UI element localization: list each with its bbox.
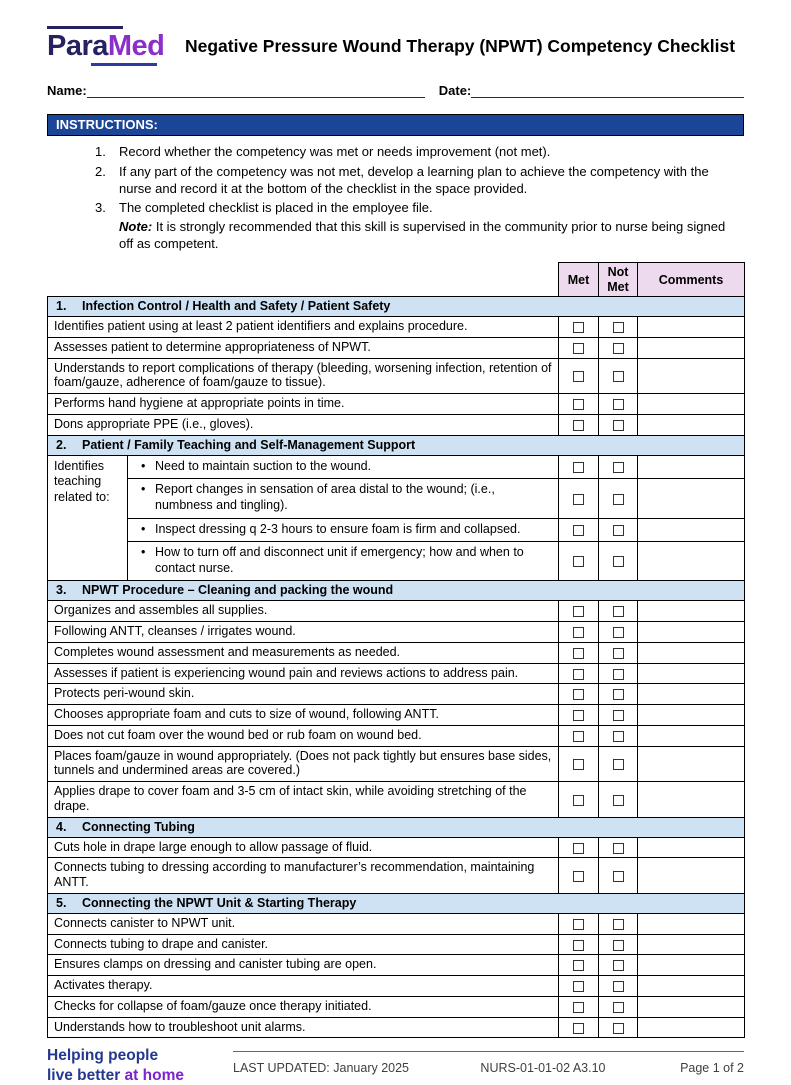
checkbox-cell bbox=[559, 837, 599, 858]
tagline-line1: Helping people bbox=[47, 1047, 159, 1065]
checkbox-cell bbox=[599, 746, 638, 782]
met-checkbox[interactable] bbox=[573, 648, 584, 659]
checkbox-cell bbox=[599, 837, 638, 858]
met-checkbox[interactable] bbox=[573, 322, 584, 333]
met-checkbox[interactable] bbox=[573, 1002, 584, 1013]
not-met-checkbox[interactable] bbox=[613, 1002, 624, 1013]
tagline-line2-navy: live better bbox=[47, 1066, 121, 1084]
not-met-checkbox[interactable] bbox=[613, 731, 624, 742]
comments-cell[interactable] bbox=[638, 414, 745, 435]
bullet-item-cell bbox=[128, 542, 559, 581]
checkbox-cell bbox=[599, 913, 638, 934]
not-met-checkbox[interactable] bbox=[613, 795, 624, 806]
paramed-logo bbox=[47, 26, 165, 66]
checklist-item-text: Understands to report complications of therapy (bleeding, worsening infection, retention of foam/gauze, adherence of foam/gauze to tissue). bbox=[48, 358, 559, 394]
instruction-item bbox=[95, 163, 736, 197]
checklist-item-text: Need to maintain suction to the wound. bbox=[155, 458, 372, 473]
not-met-checkbox[interactable] bbox=[613, 960, 624, 971]
table-row bbox=[48, 394, 745, 415]
instructions-list bbox=[47, 136, 744, 252]
table-header-row bbox=[48, 263, 745, 297]
checkbox-cell bbox=[559, 414, 599, 435]
note-text: It is strongly recommended that this skill is supervised in the community prior to nurse being signed off as competent. bbox=[119, 219, 726, 252]
checklist-item-text: Connects tubing to dressing according to manufacturer’s recommendation, maintaining ANTT. bbox=[48, 858, 559, 894]
tagline bbox=[47, 1046, 217, 1085]
checklist-item-text: Organizes and assembles all supplies. bbox=[48, 601, 559, 622]
table-row bbox=[48, 858, 745, 894]
comments-cell[interactable] bbox=[638, 684, 745, 705]
checkbox-cell bbox=[559, 455, 599, 479]
met-checkbox[interactable] bbox=[573, 494, 584, 505]
checkbox-cell bbox=[599, 934, 638, 955]
table-row bbox=[48, 684, 745, 705]
instruction-text: Record whether the competency was met or needs improvement (not met). bbox=[119, 144, 551, 160]
comments-cell[interactable] bbox=[638, 601, 745, 622]
table-row bbox=[48, 1017, 745, 1038]
checklist-table-body bbox=[48, 263, 745, 1038]
not-met-checkbox[interactable] bbox=[613, 525, 624, 536]
document-header bbox=[47, 26, 744, 66]
instruction-item bbox=[95, 143, 736, 160]
checkbox-cell bbox=[559, 976, 599, 997]
instruction-item bbox=[95, 199, 736, 216]
checkbox-cell bbox=[599, 663, 638, 684]
checklist-item-text: Checks for collapse of foam/gauze once therapy initiated. bbox=[48, 996, 559, 1017]
not-met-checkbox[interactable] bbox=[613, 689, 624, 700]
comments-cell[interactable] bbox=[638, 913, 745, 934]
comments-cell[interactable] bbox=[638, 837, 745, 858]
checkbox-cell bbox=[559, 1017, 599, 1038]
tagline-line2-purple: at home bbox=[120, 1066, 184, 1084]
checkbox-cell bbox=[599, 622, 638, 643]
checkbox-cell bbox=[599, 601, 638, 622]
met-checkbox[interactable] bbox=[573, 731, 584, 742]
section-header-cell bbox=[48, 893, 745, 913]
checkbox-cell bbox=[599, 518, 638, 542]
checklist-item-text: Inspect dressing q 2-3 hours to ensure foam is firm and collapsed. bbox=[155, 521, 521, 536]
checkbox-cell bbox=[559, 317, 599, 338]
checkbox-cell bbox=[559, 479, 599, 518]
instruction-number: 1. bbox=[95, 144, 106, 160]
table-row bbox=[48, 414, 745, 435]
met-checkbox[interactable] bbox=[573, 710, 584, 721]
not-met-column-header: Not Met bbox=[599, 263, 638, 297]
note-label: Note: bbox=[119, 219, 153, 235]
not-met-checkbox[interactable] bbox=[613, 627, 624, 638]
checklist-item-text: Performs hand hygiene at appropriate points in time. bbox=[48, 394, 559, 415]
section-header-row bbox=[48, 297, 745, 317]
met-checkbox[interactable] bbox=[573, 689, 584, 700]
not-met-checkbox[interactable] bbox=[613, 669, 624, 680]
checklist-item-text: Places foam/gauze in wound appropriately. (Does not pack tightly but ensures base sides, tunnels and undermined areas are covered.) bbox=[48, 746, 559, 782]
checkbox-cell bbox=[559, 955, 599, 976]
not-met-checkbox[interactable] bbox=[613, 648, 624, 659]
not-met-checkbox[interactable] bbox=[613, 343, 624, 354]
last-updated: LAST UPDATED: January 2025 bbox=[233, 1061, 410, 1076]
bullet-icon: • bbox=[141, 482, 146, 497]
met-checkbox[interactable] bbox=[573, 420, 584, 431]
section-header-row bbox=[48, 435, 745, 455]
section-header-cell bbox=[48, 817, 745, 837]
met-checkbox[interactable] bbox=[573, 399, 584, 410]
met-checkbox[interactable] bbox=[573, 462, 584, 473]
bullet-item-cell bbox=[128, 479, 559, 518]
checklist-item-text: Connects canister to NPWT unit. bbox=[48, 913, 559, 934]
checkbox-cell bbox=[559, 705, 599, 726]
not-met-checkbox[interactable] bbox=[613, 322, 624, 333]
comments-column-header: Comments bbox=[638, 263, 745, 297]
comments-cell[interactable] bbox=[638, 746, 745, 782]
comments-cell[interactable] bbox=[638, 622, 745, 643]
logo-wordmark bbox=[47, 30, 165, 62]
met-checkbox[interactable] bbox=[573, 371, 584, 382]
not-met-checkbox[interactable] bbox=[613, 371, 624, 382]
table-row bbox=[48, 976, 745, 997]
met-checkbox[interactable] bbox=[573, 795, 584, 806]
table-row bbox=[48, 955, 745, 976]
checkbox-cell bbox=[599, 455, 638, 479]
comments-cell[interactable] bbox=[638, 725, 745, 746]
checklist-item-text: Report changes in sensation of area distal to the wound; (i.e., numbness and tingling). bbox=[155, 482, 495, 512]
table-row bbox=[48, 725, 745, 746]
comments-cell[interactable] bbox=[638, 337, 745, 358]
checklist-item-text: Protects peri-wound skin. bbox=[48, 684, 559, 705]
met-checkbox[interactable] bbox=[573, 556, 584, 567]
checklist-item-text: Cuts hole in drape large enough to allow passage of fluid. bbox=[48, 837, 559, 858]
checklist-item-text: Following ANTT, cleanses / irrigates wound. bbox=[48, 622, 559, 643]
not-met-checkbox[interactable] bbox=[613, 981, 624, 992]
table-row bbox=[48, 837, 745, 858]
not-met-checkbox[interactable] bbox=[613, 556, 624, 567]
checklist-item-text: Completes wound assessment and measurements as needed. bbox=[48, 642, 559, 663]
met-checkbox[interactable] bbox=[573, 960, 584, 971]
table-row bbox=[48, 455, 745, 479]
section-title: Infection Control / Health and Safety / Patient Safety bbox=[82, 299, 391, 314]
checklist-item-text: Understands how to troubleshoot unit alarms. bbox=[48, 1017, 559, 1038]
table-row bbox=[48, 913, 745, 934]
comments-cell[interactable] bbox=[638, 479, 745, 518]
section-header-cell bbox=[48, 581, 745, 601]
not-met-checkbox[interactable] bbox=[613, 843, 624, 854]
checkbox-cell bbox=[599, 414, 638, 435]
not-met-checkbox[interactable] bbox=[613, 940, 624, 951]
checkbox-cell bbox=[559, 934, 599, 955]
checkbox-cell bbox=[599, 542, 638, 581]
date-input-line[interactable] bbox=[471, 81, 744, 98]
checkbox-cell bbox=[559, 858, 599, 894]
bullet-item-cell bbox=[128, 455, 559, 479]
checkbox-cell bbox=[559, 663, 599, 684]
checkbox-cell bbox=[599, 358, 638, 394]
date-label: Date: bbox=[438, 83, 472, 99]
comments-cell[interactable] bbox=[638, 955, 745, 976]
not-met-checkbox[interactable] bbox=[613, 919, 624, 930]
comments-cell[interactable] bbox=[638, 663, 745, 684]
name-label: Name: bbox=[47, 83, 87, 99]
met-checkbox[interactable] bbox=[573, 981, 584, 992]
checklist-item-text: Ensures clamps on dressing and canister tubing are open. bbox=[48, 955, 559, 976]
instructions-header: INSTRUCTIONS: bbox=[47, 114, 744, 136]
comments-cell[interactable] bbox=[638, 996, 745, 1017]
table-row bbox=[48, 601, 745, 622]
met-column-header: Met bbox=[559, 263, 599, 297]
table-row bbox=[48, 622, 745, 643]
checkbox-cell bbox=[559, 601, 599, 622]
table-row bbox=[48, 542, 745, 581]
checklist-item-text: Dons appropriate PPE (i.e., gloves). bbox=[48, 414, 559, 435]
section-title: Patient / Family Teaching and Self-Management Support bbox=[82, 437, 416, 452]
checkbox-cell bbox=[599, 955, 638, 976]
checkbox-cell bbox=[559, 358, 599, 394]
checkbox-cell bbox=[599, 1017, 638, 1038]
section-header-cell bbox=[48, 297, 745, 317]
checkbox-cell bbox=[599, 858, 638, 894]
page-title: Negative Pressure Wound Therapy (NPWT) Competency Checklist bbox=[185, 35, 736, 56]
met-checkbox[interactable] bbox=[573, 669, 584, 680]
competency-table bbox=[47, 262, 745, 1038]
comments-cell[interactable] bbox=[638, 858, 745, 894]
table-row bbox=[48, 663, 745, 684]
not-met-checkbox[interactable] bbox=[613, 871, 624, 882]
met-checkbox[interactable] bbox=[573, 919, 584, 930]
instruction-number: 3. bbox=[95, 199, 106, 215]
met-checkbox[interactable] bbox=[573, 343, 584, 354]
not-met-checkbox[interactable] bbox=[613, 420, 624, 431]
footer-text-row bbox=[233, 1061, 744, 1075]
met-checkbox[interactable] bbox=[573, 1023, 584, 1034]
table-row bbox=[48, 782, 745, 818]
not-met-checkbox[interactable] bbox=[613, 399, 624, 410]
table-row bbox=[48, 518, 745, 542]
bullet-icon: • bbox=[141, 521, 146, 536]
checkbox-cell bbox=[599, 782, 638, 818]
comments-cell[interactable] bbox=[638, 518, 745, 542]
checkbox-cell bbox=[599, 394, 638, 415]
instructions-note bbox=[119, 218, 736, 252]
checkbox-cell bbox=[559, 725, 599, 746]
comments-cell[interactable] bbox=[638, 705, 745, 726]
checklist-item-text: Chooses appropriate foam and cuts to size of wound, following ANTT. bbox=[48, 705, 559, 726]
section-number: 4. bbox=[56, 819, 67, 834]
checklist-item-text: Identifies patient using at least 2 patient identifiers and explains procedure. bbox=[48, 317, 559, 338]
comments-cell[interactable] bbox=[638, 976, 745, 997]
checkbox-cell bbox=[599, 684, 638, 705]
table-row bbox=[48, 358, 745, 394]
comments-cell[interactable] bbox=[638, 317, 745, 338]
table-row bbox=[48, 337, 745, 358]
bullet-icon: • bbox=[141, 458, 146, 473]
checklist-item-text: Does not cut foam over the wound bed or rub foam on wound bed. bbox=[48, 725, 559, 746]
checklist-item-text: How to turn off and disconnect unit if emergency; how and when to contact nurse. bbox=[155, 545, 524, 575]
checklist-item-text: Assesses if patient is experiencing wound pain and reviews actions to address pain. bbox=[48, 663, 559, 684]
checkbox-cell bbox=[559, 782, 599, 818]
table-row bbox=[48, 746, 745, 782]
section-number: 5. bbox=[56, 895, 67, 910]
checkbox-cell bbox=[599, 976, 638, 997]
logo-top-rule bbox=[47, 26, 123, 29]
comments-cell[interactable] bbox=[638, 782, 745, 818]
comments-cell[interactable] bbox=[638, 394, 745, 415]
table-row bbox=[48, 934, 745, 955]
checkbox-cell bbox=[599, 317, 638, 338]
checkbox-cell bbox=[599, 705, 638, 726]
section-title: Connecting the NPWT Unit & Starting Therapy bbox=[82, 895, 357, 910]
table-row bbox=[48, 642, 745, 663]
section-number: 1. bbox=[56, 299, 67, 314]
logo-text-para: Para bbox=[47, 30, 108, 62]
met-checkbox[interactable] bbox=[573, 525, 584, 536]
logo-text-med: Med bbox=[107, 30, 165, 62]
page-footer bbox=[47, 1046, 744, 1085]
checkbox-cell bbox=[559, 337, 599, 358]
checkbox-cell bbox=[599, 725, 638, 746]
bullet-item-cell bbox=[128, 518, 559, 542]
checkbox-cell bbox=[559, 518, 599, 542]
section-title: NPWT Procedure – Cleaning and packing the wound bbox=[82, 583, 394, 598]
not-met-checkbox[interactable] bbox=[613, 494, 624, 505]
checkbox-cell bbox=[559, 642, 599, 663]
not-met-checkbox[interactable] bbox=[613, 710, 624, 721]
table-row bbox=[48, 317, 745, 338]
comments-cell[interactable] bbox=[638, 358, 745, 394]
logo-bottom-rule bbox=[91, 63, 157, 66]
checklist-item-text: Applies drape to cover foam and 3-5 cm of intact skin, while avoiding stretching of the drape. bbox=[48, 782, 559, 818]
name-date-row bbox=[47, 81, 744, 98]
name-input-line[interactable] bbox=[87, 81, 425, 98]
section-title: Connecting Tubing bbox=[82, 819, 195, 834]
checkbox-cell bbox=[599, 996, 638, 1017]
checklist-item-text: Connects tubing to drape and canister. bbox=[48, 934, 559, 955]
checkbox-cell bbox=[559, 746, 599, 782]
checkbox-cell bbox=[599, 642, 638, 663]
section-number: 3. bbox=[56, 583, 67, 598]
footer-info bbox=[233, 1046, 744, 1075]
instruction-number: 2. bbox=[95, 163, 106, 179]
met-checkbox[interactable] bbox=[573, 627, 584, 638]
met-checkbox[interactable] bbox=[573, 759, 584, 770]
instruction-text: The completed checklist is placed in the employee file. bbox=[119, 199, 433, 215]
instruction-text: If any part of the competency was not met, develop a learning plan to achieve the competency with the nurse and record it at the bottom of the checklist in the space provided. bbox=[119, 163, 709, 196]
section-header-row bbox=[48, 817, 745, 837]
checkbox-cell bbox=[559, 394, 599, 415]
table-row bbox=[48, 996, 745, 1017]
page-number: Page 1 of 2 bbox=[680, 1061, 745, 1076]
header-spacer bbox=[48, 263, 559, 297]
bullet-icon: • bbox=[141, 545, 146, 560]
document-code: NURS-01-01-02 A3.10 bbox=[480, 1061, 606, 1076]
comments-cell[interactable] bbox=[638, 542, 745, 581]
comments-cell[interactable] bbox=[638, 1017, 745, 1038]
section-header-row bbox=[48, 893, 745, 913]
met-checkbox[interactable] bbox=[573, 871, 584, 882]
checkbox-cell bbox=[559, 913, 599, 934]
section-number: 2. bbox=[56, 437, 67, 452]
checkbox-cell bbox=[599, 479, 638, 518]
checkbox-cell bbox=[559, 996, 599, 1017]
section-header-row bbox=[48, 581, 745, 601]
footer-rule bbox=[233, 1051, 744, 1052]
checkbox-cell bbox=[559, 622, 599, 643]
met-checkbox[interactable] bbox=[573, 843, 584, 854]
side-label-cell: Identifies teaching related to: bbox=[48, 455, 128, 581]
checklist-item-text: Assesses patient to determine appropriateness of NPWT. bbox=[48, 337, 559, 358]
table-row bbox=[48, 705, 745, 726]
comments-cell[interactable] bbox=[638, 642, 745, 663]
comments-cell[interactable] bbox=[638, 934, 745, 955]
not-met-checkbox[interactable] bbox=[613, 462, 624, 473]
comments-cell[interactable] bbox=[638, 455, 745, 479]
not-met-checkbox[interactable] bbox=[613, 1023, 624, 1034]
table-row bbox=[48, 479, 745, 518]
met-checkbox[interactable] bbox=[573, 940, 584, 951]
checkbox-cell bbox=[559, 542, 599, 581]
not-met-checkbox[interactable] bbox=[613, 606, 624, 617]
checkbox-cell bbox=[559, 684, 599, 705]
checklist-item-text: Activates therapy. bbox=[48, 976, 559, 997]
checkbox-cell bbox=[599, 337, 638, 358]
met-checkbox[interactable] bbox=[573, 606, 584, 617]
not-met-checkbox[interactable] bbox=[613, 759, 624, 770]
section-header-cell bbox=[48, 435, 745, 455]
